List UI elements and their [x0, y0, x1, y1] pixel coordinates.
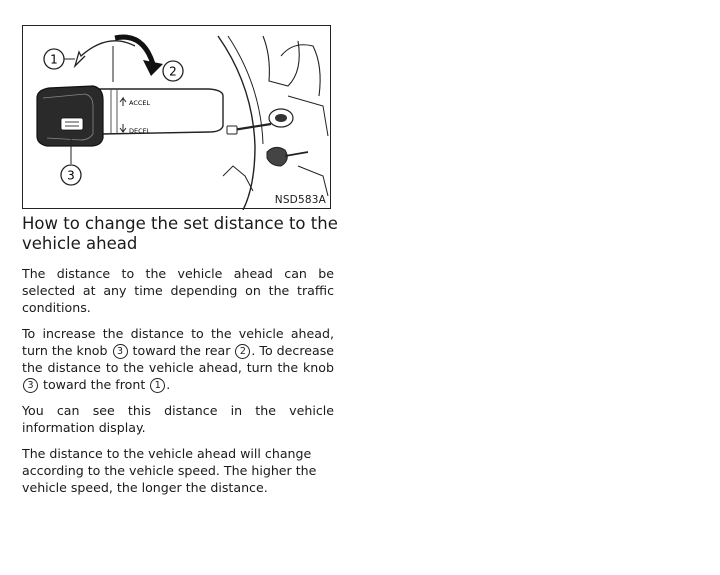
- p2-text-d: toward the front: [43, 377, 146, 392]
- callout-1-text: 1: [50, 52, 58, 67]
- gauge-center: [275, 114, 287, 122]
- paragraph-info-display: You can see this distance in the vehicle information display.: [22, 403, 334, 435]
- section-heading: How to change the set distance to the vehicle ahead: [22, 214, 338, 253]
- paragraph-change-distance: [22, 325, 334, 393]
- right-stalk: [233, 124, 271, 130]
- accel-label: ACCEL: [129, 99, 151, 107]
- column-outline: [288, 96, 328, 136]
- callout-3-text: 3: [67, 168, 75, 183]
- callout-2-text: 2: [169, 64, 177, 79]
- dash-lower: [298, 166, 328, 196]
- ref-rear-callout: 2: [235, 344, 250, 359]
- arrow-front-icon: [75, 41, 135, 66]
- column-shroud: [223, 166, 253, 191]
- illustration-figure: [22, 25, 331, 209]
- figure-label: NSD583A: [274, 194, 326, 206]
- lower-stalk: [285, 152, 308, 156]
- paragraph-select-distance: The distance to the vehicle ahead can be selected at any time depending on the traffic conditions.: [22, 266, 334, 315]
- p2-text-b: toward the rear: [132, 343, 231, 358]
- cruise-control-stalk-illustration: [23, 26, 332, 210]
- stalk-end: [227, 126, 237, 134]
- arrow-rear-head-icon: [143, 60, 163, 76]
- ref-knob-callout: 3: [23, 378, 38, 393]
- ref-knob-callout: 3: [113, 344, 128, 359]
- instrument-hood: [263, 36, 299, 86]
- stalk-knob-rear: [267, 147, 287, 166]
- distance-knob-symbol: [61, 118, 83, 130]
- dashboard-curve: [281, 45, 320, 96]
- decel-label: DECEL: [129, 127, 151, 135]
- p2-text-a: To increase the distance to the vehicle ahead, turn the knob: [22, 326, 334, 358]
- p2-text-e: .: [166, 377, 171, 392]
- p2-text-c: . To decrease the distance to the vehicle ahead, turn the knob: [22, 343, 335, 375]
- ref-front-callout: 1: [150, 378, 165, 393]
- paragraph-speed-dependence: The distance to the vehicle ahead will change according to the vehicle speed. The higher the vehicle speed, the longer the distance.: [22, 446, 317, 495]
